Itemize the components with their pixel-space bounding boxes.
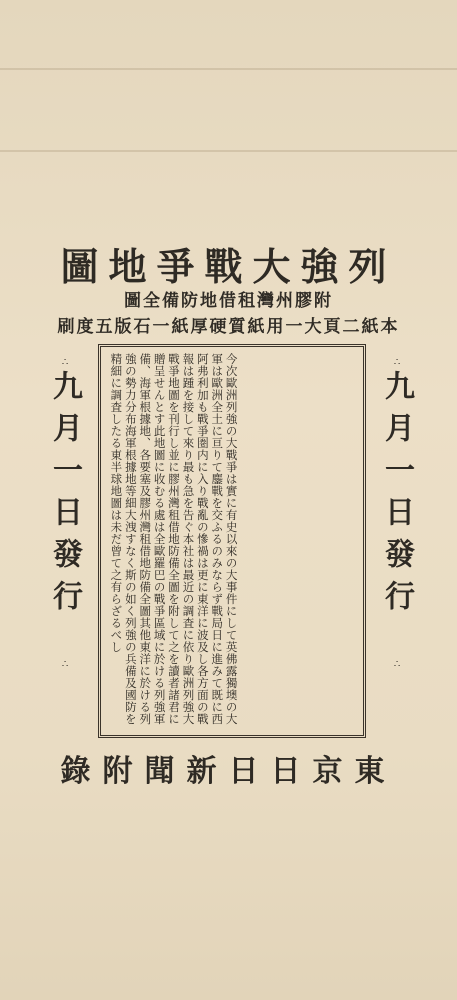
print-specifications: 本紙二頁大一用紙質硬厚紙一石版五度刷 <box>57 317 400 337</box>
description-text: 今次歐洲列強の大戰爭は實に有史以來の大事件にして英佛露獨墺の大軍は歐洲全土に亘りて鏖戰を交ふるのみならず戰局日に進みて既に西阿弗利加も戰爭圏内に入り戰亂の慘禍は更に東洋に波及し各方面の戰報は踵を接して來り最も急を告ぐ本社は最近の調査に依り歐洲列強大戰爭地圖を刊行し並に膠州灣租借地防備全圖を附して之を讀者諸君に贈呈せんとす此地圖に收むる處は全歐羅巴の戰爭區域に於ける列強軍備、海軍根據地、各要塞及膠州灣租借地防備全圖其他東洋に於ける列強の勢力分布海軍根據地等細大洩すなく斯の如く列強の兵備及國防を精細に調査したる東半球地圖は未だ曾て之有らざるべし <box>109 353 239 725</box>
paper-fold-line <box>0 150 457 152</box>
ornament-icon: ∴ <box>393 357 401 368</box>
document-title: 列強大戰爭地圖 <box>60 244 397 289</box>
issue-date-left: 九月一日發行 <box>47 370 82 622</box>
description-frame <box>98 344 366 738</box>
publisher-line: 東京日日新聞附錄 <box>60 754 397 789</box>
ornament-icon: ∴ <box>61 357 69 368</box>
document-subtitle: 附膠州灣租借地防備全圖 <box>124 291 333 311</box>
ornament-icon: ∴ <box>393 659 401 670</box>
ornament-icon: ∴ <box>61 659 69 670</box>
paper-fold-line <box>0 68 457 70</box>
issue-date-right: 九月一日發行 <box>379 370 414 622</box>
